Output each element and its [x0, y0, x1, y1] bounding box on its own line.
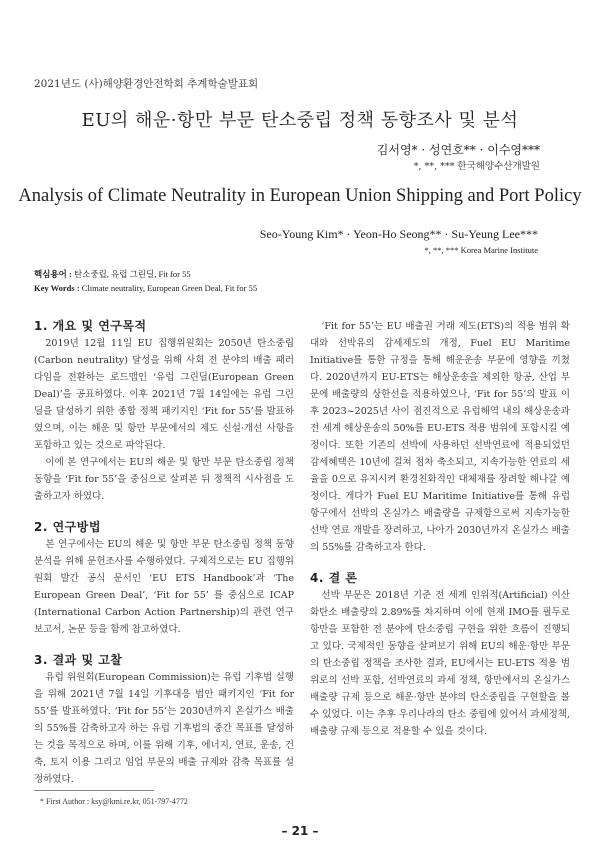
authors-korean: 김서영* · 성연호** · 이수영*** — [376, 143, 540, 157]
section-1-paragraph-1: 2019년 12월 11일 EU 집행위원회는 2050년 탄소중립(Carbon neutrality) 달성을 위해 사회 전 분야의 배출 패러다임을 전환하는 로드맵인 ‘유럽 그린딜(European Green Deal)’을 공표하였다. 이후 2021년 7월 14일에는 유럽 그린딜을 달성하기 위한 종합 정책 패키지인 ‘Fit for 55’를 발표하였으며, 이는 해운 및 항만 부문에서의 제도 신설·개선 사항을 포함하고 있는 것으로 파악된다. — [34, 338, 294, 451]
keywords-english-text: Climate neutrality, European Green Deal, Fit for 55 — [81, 283, 258, 293]
keywords-korean — [34, 268, 191, 280]
section-1-heading: 1. 개요 및 연구목적 — [34, 319, 147, 333]
section-3-heading: 3. 결과 및 고찰 — [34, 653, 123, 667]
conference-header: 2021년도 (사)해양환경안전학회 추계학술발표회 — [34, 78, 259, 90]
right-column — [310, 318, 570, 740]
footnote: * First Author : ksy@kmi.re.kr, 051-797-4772 — [40, 797, 188, 806]
section-4-paragraph-1: 선박 부문은 2018년 기준 전 세계 인위적(Artificial) 이산화탄소 배출량의 2.89%를 차지하며 이에 현재 IMO를 필두로 항만을 포함한 전 분야에 탄소중립 구현을 위한 흐름이 진행되고 있다. 국제적인 동향을 살펴보기 위해 EU의 해운·항만 부문의 탄소중립 정책을 조사한 결과, EU에서는 EU-ETS 적용 범위로의 선박 포함, 선박연료의 과세 정책, 항만에서의 온실가스 배출량 규제 등으로 해운·항만 분야의 탄소중립을 구현할을 볼 수 있었다. 이는 추후 우리나라의 탄소 중립에 있어서 과세정책, 배출량 규제 등으로 적용할 수 있을 것이다. — [310, 590, 570, 737]
section-3-paragraph-2: ‘Fit for 55’는 EU 배출권 거래 제도(ETS)의 적용 범위 확대와 선박유의 감세제도의 개정, Fuel EU Maritime Initiative를 통한 규정을 통해 해운운송 부문에 영향을 끼쳤다. 2020년까지 EU-ETS는 해상운송을 제외한 항공, 산업 부문에 배출량의 상한선을 적용하였으나, ‘Fit for 55’의 발표 이후 2023~2025년 사이 점진적으로 유럽해역 내의 해상운송과 전 세계 해상운송의 50%를 EU-ETS 적용 범위에 포함시킬 예정이다. 또한 기존의 선박에 사용하던 선박연료에 적용되었던 감세혜택은 10년에 걸쳐 점차 축소되고, 지속가능한 연료의 세율을 0으로 유지시켜 환경친화적인 대체재를 장려할 해나갈 예정이다. 게다가 Fuel EU Maritime Initiative를 통해 유럽 항구에서 선박의 온실가스 배출량을 규제함으로써 지속가능한 선박 연료 개발을 장려하고, 나아가 2030년까지 온실가스 배출의 55%를 감축하고자 한다. — [310, 321, 570, 553]
affiliation-english: *, **, *** Korea Marine Institute — [424, 245, 538, 255]
keywords-korean-label: 핵심용어 : — [34, 269, 72, 279]
affiliation-korean: *, **, *** 한국해양수산개발원 — [413, 161, 540, 172]
footnote-rule — [34, 790, 154, 791]
section-4-heading: 4. 결 론 — [310, 571, 358, 585]
paper-title-korean: EU의 해운·항만 부문 탄소중립 정책 동향조사 및 분석 — [81, 110, 519, 131]
keywords-english — [34, 283, 257, 293]
section-2-heading: 2. 연구방법 — [34, 520, 101, 534]
keywords-english-label: Key Words : — [34, 283, 80, 293]
paper-title-english: Analysis of Climate Neutrality in European Union Shipping and Port Policy — [18, 186, 582, 206]
section-1-paragraph-2: 이에 본 연구에서는 EU의 해운 및 항만 부문 탄소중립 정책 동향을 ‘Fit for 55’을 중심으로 살펴본 뒤 정책적 시사점을 도출하고자 하였다. — [34, 457, 294, 502]
section-3-paragraph-1: 유럽 위원회(European Commission)는 유럽 기후법 실행을 위해 2021년 7월 14일 기후대응 법안 패키지인 ‘Fit for 55’를 발표하였다. ‘Fit for 55’는 2030년까지 온실가스 배출의 55%를 감축하고자 하는 유럽 기후법의 중간 목표를 달성하는 것을 목적으로 하며, 이를 위해 기후, 에너지, 연료, 운송, 건축, 토지 이용 그리고 임업 부문의 배출 규제와 감축 목표를 설정하였다. — [34, 672, 294, 785]
section-2-paragraph-1: 본 연구에서는 EU의 해운 및 항만 부문 탄소중립 정책 동향 분석을 위해 문헌조사를 수행하였다. 구체적으로는 EU 집행위원회 발간 공식 문서인 ‘EU ETS Handbook’과 ‘The European Green Deal’, ‘Fit for 55’ 를 중심으로 ICAP (International Carbon Action Partnership)의 관련 연구 보고서, 논문 등을 함께 참고하였다. — [34, 539, 294, 635]
keywords-korean-text: 탄소중립, 유럽 그린딜, Fit for 55 — [73, 269, 191, 279]
page-number: – 21 – — [281, 824, 319, 838]
left-column — [34, 318, 294, 788]
authors-english: Seo-Young Kim* · Yeon-Ho Seong** · Su-Yeung Lee*** — [259, 227, 538, 241]
